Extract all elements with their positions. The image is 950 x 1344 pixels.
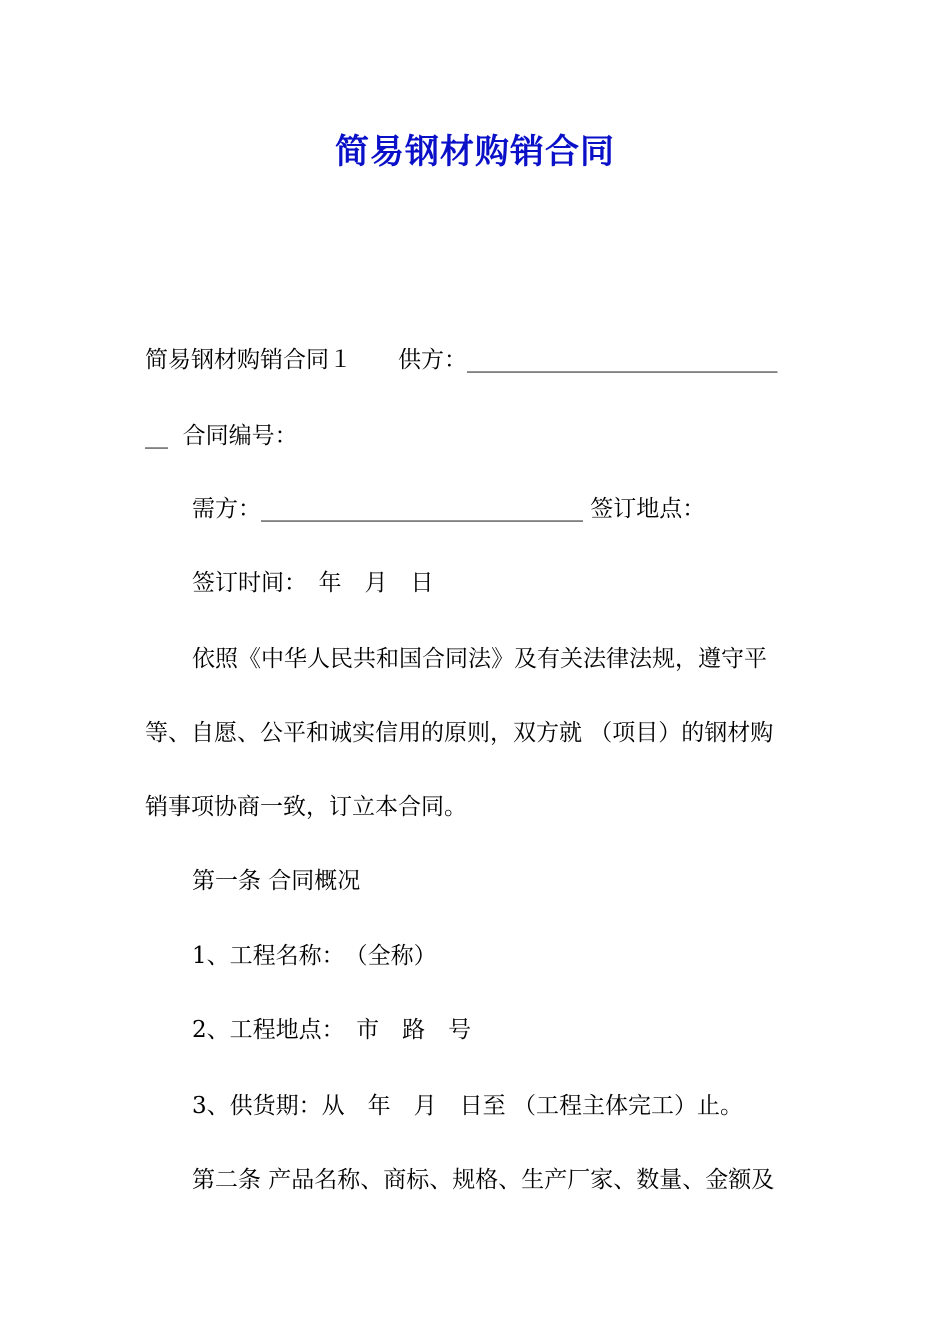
section-heading-article-2: 第二条 产品名称、商标、规格、生产厂家、数量、金额及	[192, 1167, 775, 1193]
document-title: 简易钢材购销合同	[335, 132, 615, 172]
section-heading-article-1: 第一条 合同概况	[192, 868, 361, 894]
text-line-supply-period: 3、供货期：从 年 月 日至 （工程主体完工）止。	[192, 1093, 743, 1119]
text-line-preamble-1: 依照《中华人民共和国合同法》及有关法律法规，遵守平	[192, 646, 767, 672]
text-line-buyer: 需方：____________________________ 签订地点：	[192, 496, 706, 522]
text-line-supplier: 简易钢材购销合同１ 供方：___________________________	[145, 347, 778, 373]
text-line-contract-number: __ 合同编号：	[145, 423, 298, 449]
text-line-project-site: 2、工程地点： 市 路 号	[192, 1017, 472, 1043]
text-line-preamble-3: 销事项协商一致，订立本合同。	[145, 794, 467, 820]
text-line-sign-date: 签订时间： 年 月 日	[192, 570, 434, 596]
text-line-project-name: 1、工程名称： （全称）	[192, 943, 437, 969]
text-line-preamble-2: 等、自愿、公平和诚实信用的原则，双方就 （项目）的钢材购	[145, 720, 774, 746]
